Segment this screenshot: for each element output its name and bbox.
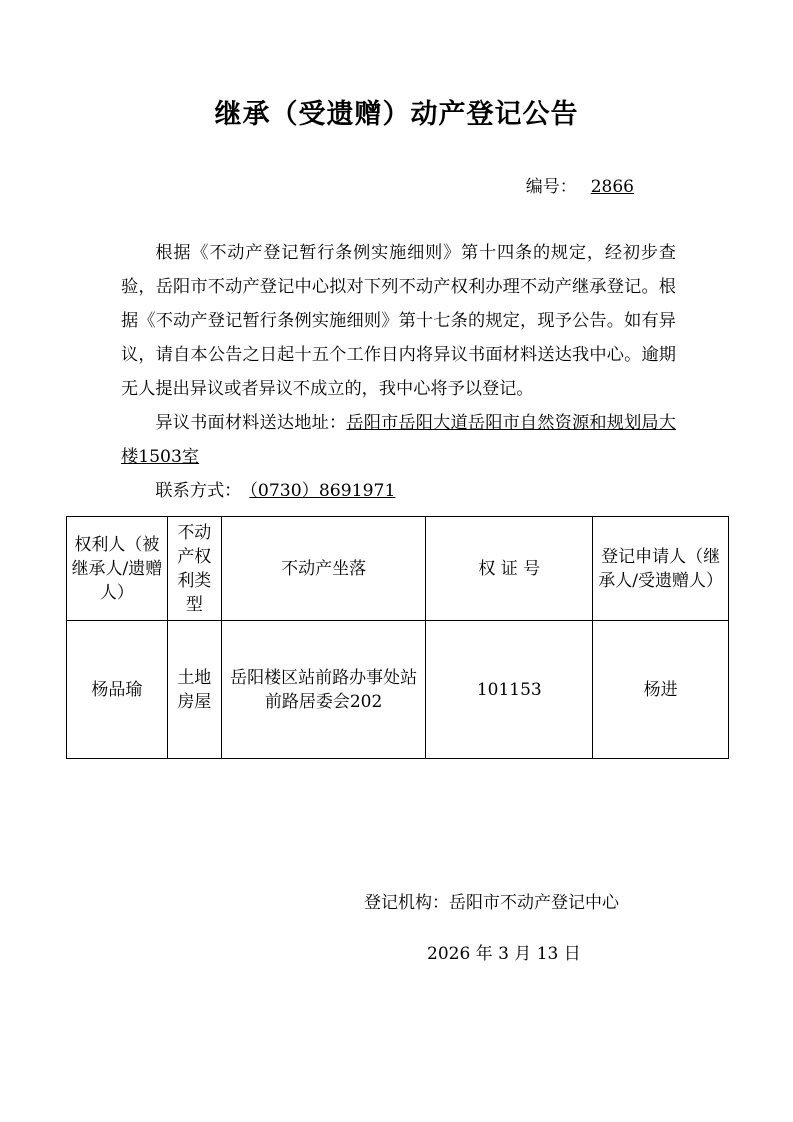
table-row [67,621,729,759]
cell-certificate: 101153 [426,621,593,759]
contact-info [121,474,676,508]
number-value: 2866 [590,177,634,197]
document-number [526,172,634,197]
page-title: 继承（受遗赠）动产登记公告 [214,99,579,130]
cell-applicant: 杨进 [593,621,729,759]
header-location: 不动产坐落 [221,517,426,621]
address-label: 异议书面材料送达地址： [155,413,347,433]
address-value: 岳阳市岳阳大道岳阳市自然资源和规划局大楼1503室 [121,413,676,467]
announcement-body [121,236,676,508]
registration-table [66,516,729,759]
contact-label: 联系方式： [155,481,242,501]
header-applicant: 登记申请人（继承人/受遗赠人） [593,517,729,621]
header-right-holder: 权利人（被继承人/遗赠人） [67,517,168,621]
header-property-type: 不动产权利类型 [167,517,221,621]
announcement-date: 2026 年 3 月 13 日 [427,944,581,964]
registration-organization: 登记机构：岳阳市不动产登记中心 [364,893,619,913]
announcement-paragraph: 根据《不动产登记暂行条例实施细则》第十四条的规定，经初步查验，岳阳市不动产登记中心拟对下列不动产权利办理不动产继承登记。根据《不动产登记暂行条例实施细则》第十七条的规定，现予公告。如有异议，请自本公告之日起十五个工作日内将异议书面材料送达我中心。逾期无人提出异议或者异议不成立的，我中心将予以登记。 [121,243,676,399]
number-label: 编号： [525,177,577,197]
header-certificate: 权 证 号 [426,517,593,621]
contact-value: （0730）8691971 [249,481,396,501]
objection-address [121,406,676,474]
table-header-row [67,517,729,621]
cell-right-holder: 杨品瑜 [67,621,168,759]
cell-property-type: 土地房屋 [167,621,221,759]
cell-location: 岳阳楼区站前路办事处站前路居委会202 [221,621,426,759]
